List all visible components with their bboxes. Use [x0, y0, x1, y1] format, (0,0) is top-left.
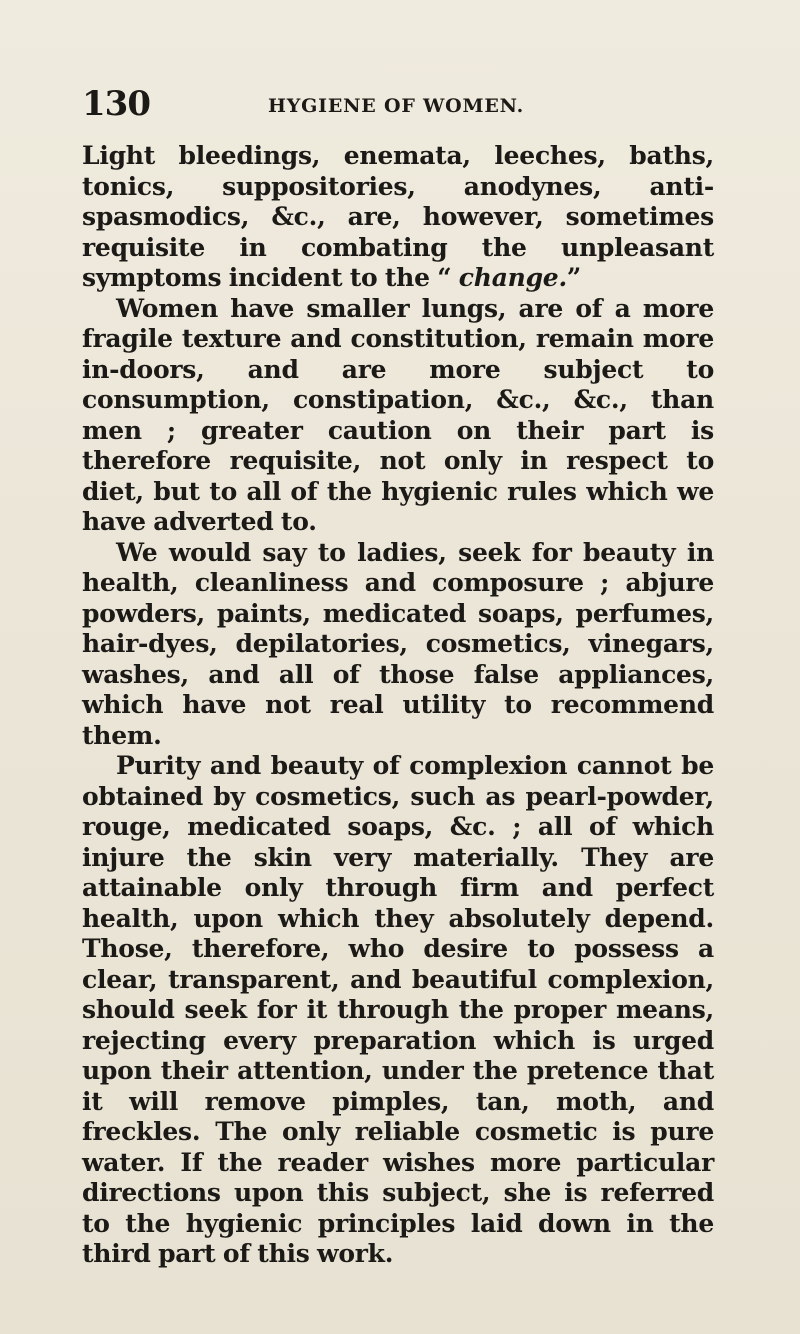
paragraph-2: Women have smaller lungs, are of a more fragile texture and constitution, remain more in-doors, and are more subject to consumption, constipation, &c., &c., than men ; greater caution on their part is therefore requisite, not only in respect to diet, but to all of the hygienic rules which we have adverted to. — [82, 293, 714, 536]
paragraph-3: We would say to ladies, seek for beauty in health, cleanliness and composure ; abjure powders, paints, medicated soaps, perfumes, hair-dyes, depilatories, cosmetics, vinegars, washes, and all of those false appliances, which have not real utility to recommend them. — [82, 537, 714, 750]
paragraph-1 — [82, 141, 714, 294]
closing-quote: ” — [566, 263, 582, 292]
page-number: 130 — [82, 84, 150, 124]
emphasized-word: change. — [458, 263, 567, 292]
paragraph-1-text: Light bleedings, enemata, leeches, baths, tonics, suppositories, anodynes, anti-spasmodics, &c., are, however, sometimes requisite in combating the unpleasant symptoms incident to the “ — [82, 141, 714, 292]
running-head — [82, 84, 720, 124]
body-text — [82, 141, 714, 1270]
running-title: HYGIENE OF WOMEN. — [268, 95, 524, 117]
paragraph-4: Purity and beauty of complexion cannot be obtained by cosmetics, such as pearl-powder, rouge, medicated soaps, &c. ; all of which injure the skin very materially. They are attainable only through firm and perfect health, upon which they absolutely depend. Those, therefore, who desire to possess a clear, transparent, and beautiful complexion, should seek for it through the proper means, rejecting every preparation which is urged upon their attention, under the pretence that it will remove pimples, tan, moth, and freckles. The only reliable cosmetic is pure water. If the reader wishes more particular directions upon this subject, she is referred to the hygienic principles laid down in the third part of this work. — [82, 751, 714, 1268]
